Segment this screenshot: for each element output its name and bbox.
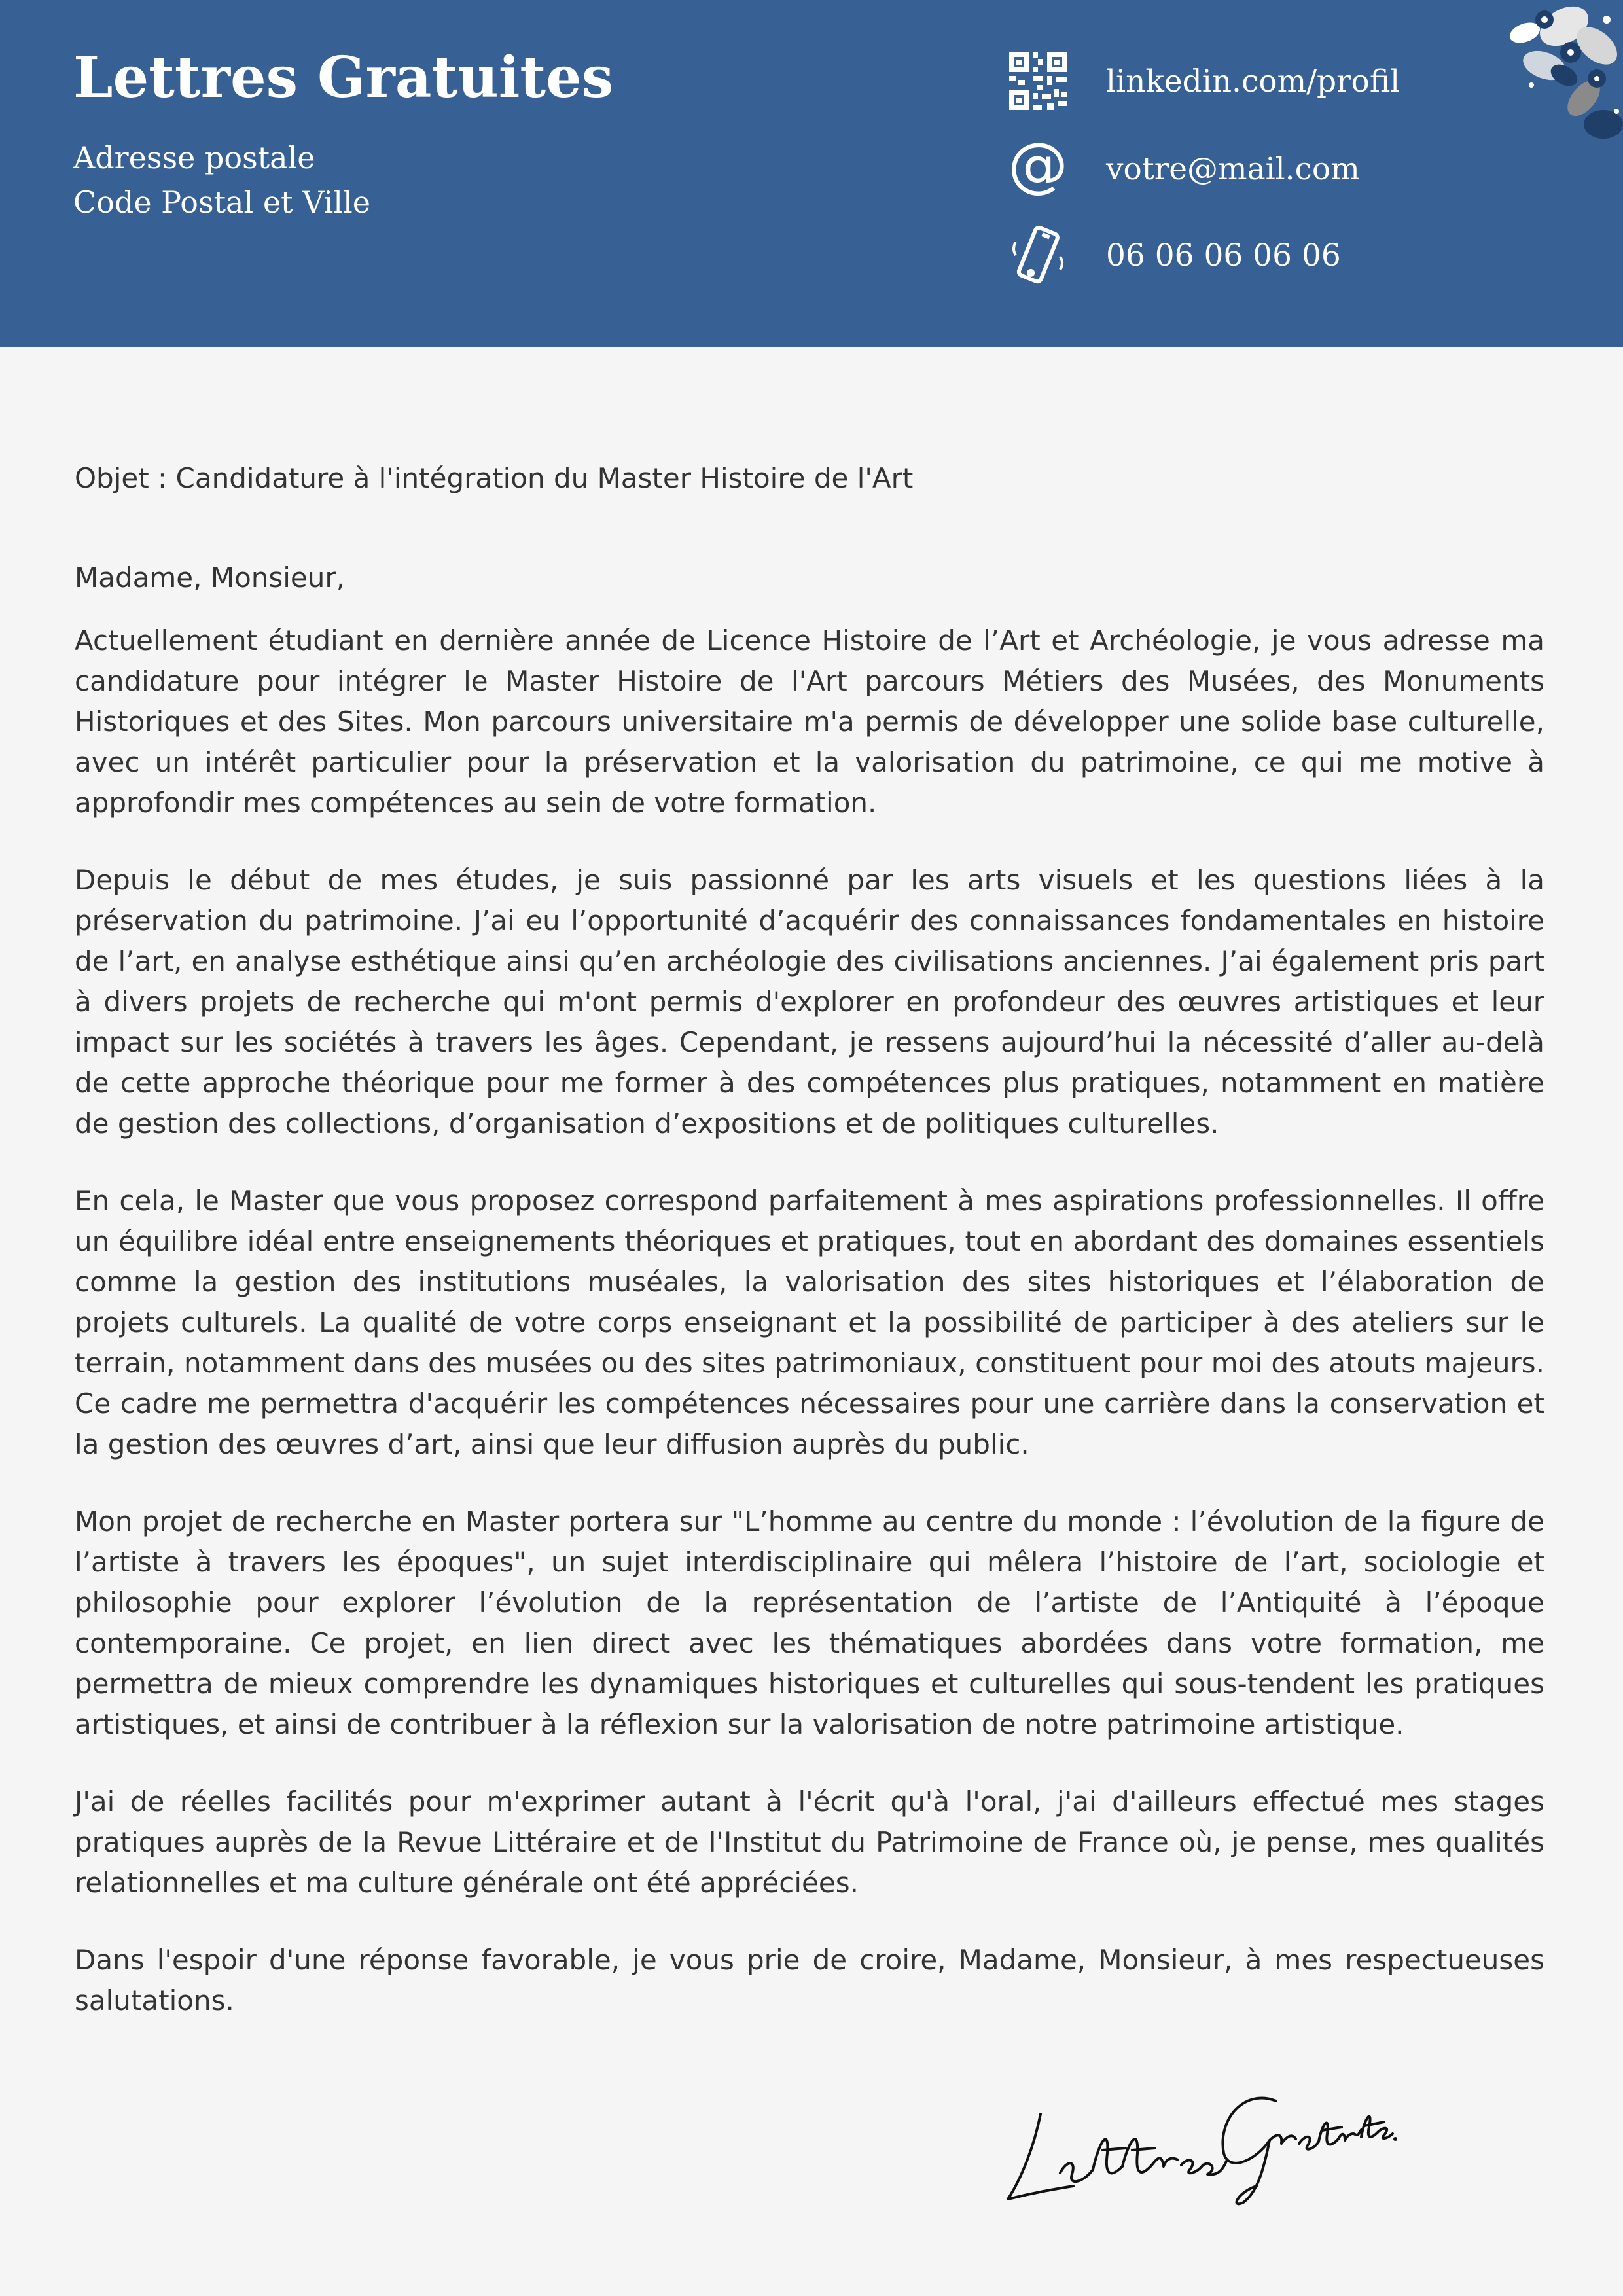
contact-email xyxy=(1008,130,1466,202)
mobile-phone-icon xyxy=(1008,223,1076,288)
letter-paragraph: Mon projet de recherche en Master portera sur "L’homme au centre du monde : l’évolution de la figure de l’artiste à travers les époques", un sujet interdisciplinaire qui mêlera l’histoire de l’art, sociologie et philosophie pour explorer l’évolution de la représentation de l’artiste de l’Antiquité à l’époque contemporaine. Ce projet, en lien direct avec les thématiques abordées dans votre formation, me permettra de mieux comprendre les dynamiques historiques et culturelles qui sous-tendent les pratiques artistiques, et ainsi de contribuer à la réflexion sur la valorisation de notre patrimoine artistique. xyxy=(75,1505,1544,1740)
letter-body xyxy=(75,458,1544,2058)
sender-name: Lettres Gratuites xyxy=(73,45,614,111)
letter-paragraph: En cela, le Master que vous proposez correspond parfaitement à mes aspirations professionnelles. Il offre un équilibre idéal entre enseignements théoriques et pratiques, tout en abordant des domaines essentiels comme la gestion des institutions muséales, la valorisation des sites historiques et l’élaboration de projets culturels. La qualité de votre corps enseignant et la possibilité de participer à des ateliers sur le terrain, notamment dans des musées ou des sites patrimoniaux, constituent pour moi des atouts majeurs. Ce cadre me permettra d'acquérir les compétences nécessaires pour une carrière dans la conservation et la gestion des œuvres d’art, ainsi que leur diffusion auprès du public. xyxy=(75,1185,1544,1460)
letter-paragraph: Depuis le début de mes études, je suis passionné par les arts visuels et les questions liées à la préservation du patrimoine. J’ai eu l’opportunité d’acquérir des connaissances fondamentales en histoire de l’art, en analyse esthétique ainsi qu’en archéologie des civilisations anciennes. J’ai également pris part à divers projets de recherche qui m'ont permis d'explorer en profondeur des œuvres artistiques et leur impact sur les sociétés à travers les âges. Cependant, je ressens aujourd’hui la nécessité d’aller au-delà de cette approche théorique pour me former à des compétences plus pratiques, notamment en matière de gestion des collections, d’organisation d’expositions et de politiques culturelles. xyxy=(75,864,1544,1139)
contact-linkedin xyxy=(1008,48,1466,114)
contact-phone xyxy=(1008,223,1466,288)
handwritten-signature xyxy=(995,2062,1400,2219)
letter-header xyxy=(0,0,1623,347)
qr-code-icon xyxy=(1008,48,1076,114)
floral-ornament xyxy=(1466,0,1623,157)
letter-paragraph: Actuellement étudiant en dernière année de Licence Histoire de l’Art et Archéologie, je vous adresse ma candidature pour intégrer le Master Histoire de l'Art parcours Métiers des Musées, des Monuments Historiques et des Sites. Mon parcours universitaire m'a permis de développer une solide base culturelle, avec un intérêt particulier pour la préservation et la valorisation du patrimoine, ce qui me motive à approfondir mes compétences au sein de votre formation. xyxy=(75,624,1544,819)
address-line-1: Adresse postale xyxy=(73,140,315,175)
letter-paragraph: J'ai de réelles facilités pour m'exprimer autant à l'écrit qu'à l'oral, j'ai d'ailleurs effectué mes stages pratiques auprès de la Revue Littéraire et de l'Institut du Patrimoine de France où, je pense, mes qualités relationnelles et ma culture générale ont été appréciées. xyxy=(75,1785,1544,1899)
linkedin-text[interactable]: linkedin.com/profil xyxy=(1106,63,1400,99)
letter-subject: Objet : Candidature à l'intégration du Master Histoire de l'Art xyxy=(75,462,914,494)
letter-closing: Dans l'espoir d'une réponse favorable, je vous prie de croire, Madame, Monsieur, à mes respectueuses salutations. xyxy=(75,1944,1544,2017)
letter-salutation: Madame, Monsieur, xyxy=(75,562,346,594)
at-sign-icon: @ xyxy=(1008,130,1068,200)
address-line-2: Code Postal et Ville xyxy=(73,185,370,220)
phone-text[interactable]: 06 06 06 06 06 xyxy=(1106,237,1341,274)
email-text[interactable]: votre@mail.com xyxy=(1106,151,1360,187)
